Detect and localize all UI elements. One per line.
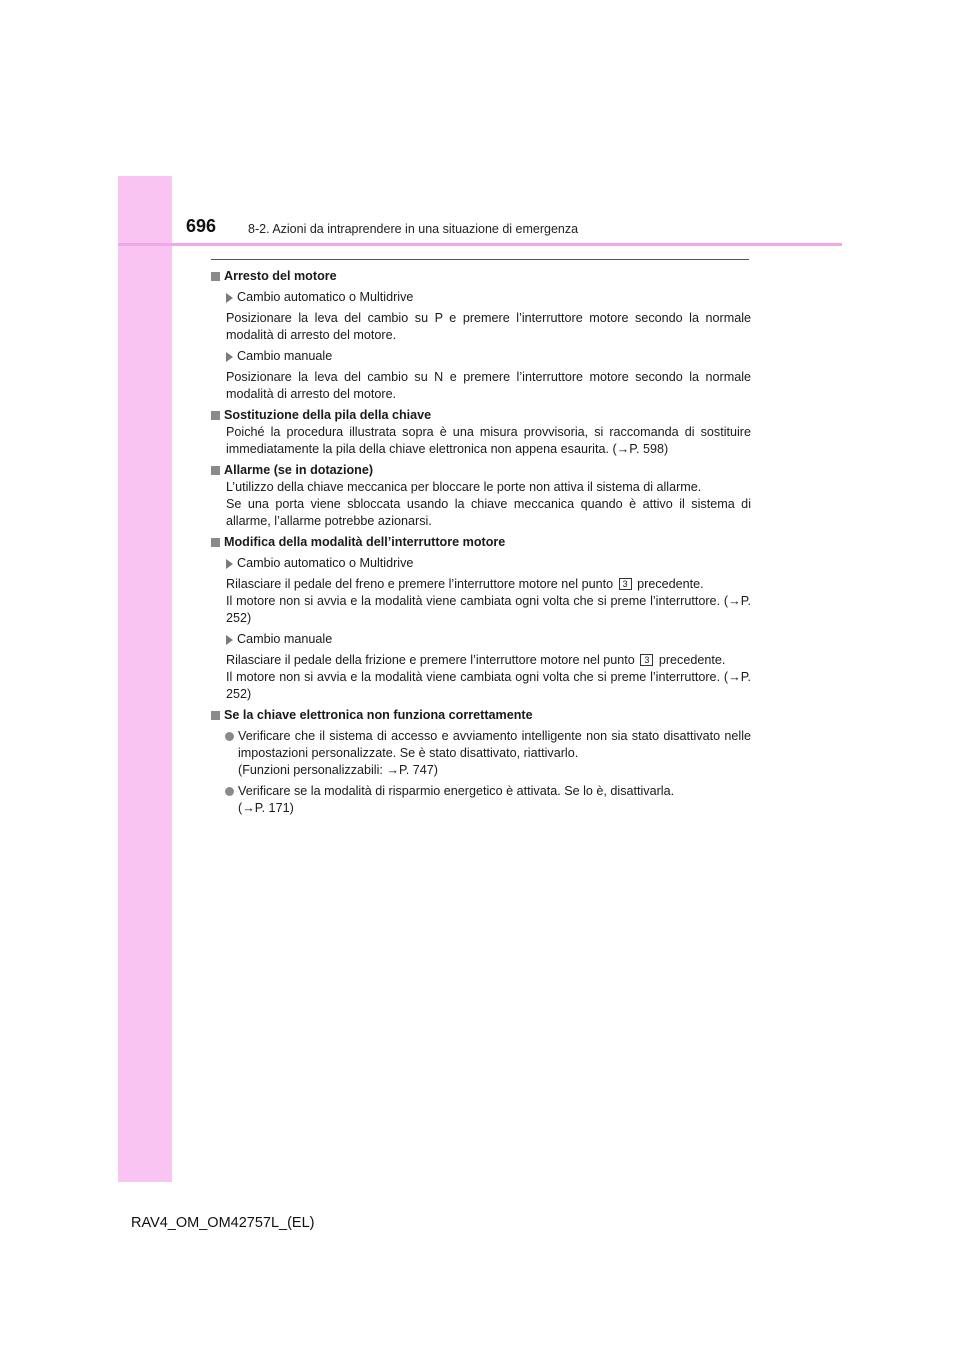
step-number-badge: 3 — [640, 654, 653, 666]
paragraph: Se una porta viene sbloccata usando la chiave meccanica quando è attivo il sistema di allarme, l’allarme potrebbe azionarsi. — [226, 497, 751, 528]
square-bullet-icon — [211, 711, 220, 720]
page-number: 696 — [186, 216, 217, 236]
circle-bullet-icon — [225, 732, 234, 741]
heading-sostituzione — [211, 407, 751, 424]
step-number-badge: 3 — [619, 578, 632, 590]
subheading-manuale — [211, 631, 751, 648]
heading-allarme — [211, 462, 751, 479]
content-body — [211, 268, 751, 817]
header-divider — [118, 243, 842, 246]
square-bullet-icon — [211, 272, 220, 281]
paragraph: Il motore non si avvia e la modalità viene cambiata ogni volta che si preme l’interruttore. (→P. 252) — [226, 670, 751, 701]
content-top-rule — [211, 259, 749, 260]
footer-doc-code: RAV4_OM_OM42757L_(EL) — [131, 1215, 315, 1231]
paragraph-text: Rilasciare il pedale della frizione e premere l’interruttore motore nel punto — [226, 653, 635, 667]
paragraph: Il motore non si avvia e la modalità viene cambiata ogni volta che si preme l’interruttore. (→P. 252) — [226, 594, 751, 625]
paragraph — [211, 576, 751, 593]
triangle-pointer-icon — [226, 352, 233, 362]
triangle-pointer-icon — [226, 293, 233, 303]
square-bullet-icon — [211, 411, 220, 420]
bullet-text: Verificare se la modalità di risparmio energetico è attivata. Se lo è, disattivarla. — [238, 784, 675, 798]
bullet-text: (→P. 171) — [238, 801, 294, 815]
paragraph — [211, 652, 751, 669]
heading-text: Allarme (se in dotazione) — [224, 463, 374, 477]
paragraph: Posizionare la leva del cambio su N e premere l’interruttore motore secondo la normale modalità di arresto del motore. — [226, 370, 751, 401]
bullet-text: Verificare che il sistema di accesso e avviamento intelligente non sia stato disattivato nelle impostazioni personalizzate. Se è stato disattivato, riattivarlo. — [238, 729, 751, 760]
heading-modifica — [211, 534, 751, 551]
heading-chiave — [211, 707, 751, 724]
bullet-text: (Funzioni personalizzabili: →P. 747) — [238, 763, 438, 777]
paragraph: Posizionare la leva del cambio su P e premere l’interruttore motore secondo la normale modalità di arresto del motore. — [226, 311, 751, 342]
subheading-text: Cambio manuale — [237, 632, 333, 646]
subheading-text: Cambio automatico o Multidrive — [237, 290, 414, 304]
paragraph-text: precedente. — [658, 653, 726, 667]
subheading-automatico — [211, 289, 751, 306]
heading-text: Arresto del motore — [224, 269, 337, 283]
heading-text: Modifica della modalità dell’interruttore motore — [224, 535, 506, 549]
subheading-automatico — [211, 555, 751, 572]
paragraph: L’utilizzo della chiave meccanica per bloccare le porte non attiva il sistema di allarme. — [226, 480, 702, 494]
triangle-pointer-icon — [226, 635, 233, 645]
paragraph: Poiché la procedura illustrata sopra è una misura provvisoria, si raccomanda di sostituire immediatamente la pila della chiave elettronica non appena esaurita. (→P. 598) — [226, 425, 751, 456]
paragraph-text: Rilasciare il pedale del freno e premere l’interruttore motore nel punto — [226, 577, 614, 591]
bullet-item — [211, 728, 751, 779]
section-title: 8-2. Azioni da intraprendere in una situazione di emergenza — [248, 222, 579, 236]
heading-text: Se la chiave elettronica non funziona correttamente — [224, 708, 533, 722]
paragraph-text: precedente. — [637, 577, 704, 591]
square-bullet-icon — [211, 466, 220, 475]
square-bullet-icon — [211, 538, 220, 547]
heading-arresto — [211, 268, 751, 285]
heading-text: Sostituzione della pila della chiave — [224, 408, 432, 422]
subheading-text: Cambio manuale — [237, 349, 333, 363]
triangle-pointer-icon — [226, 559, 233, 569]
circle-bullet-icon — [225, 787, 234, 796]
bullet-item — [211, 783, 751, 817]
side-tab-bar — [118, 176, 172, 1182]
subheading-text: Cambio automatico o Multidrive — [237, 556, 414, 570]
subheading-manuale — [211, 348, 751, 365]
